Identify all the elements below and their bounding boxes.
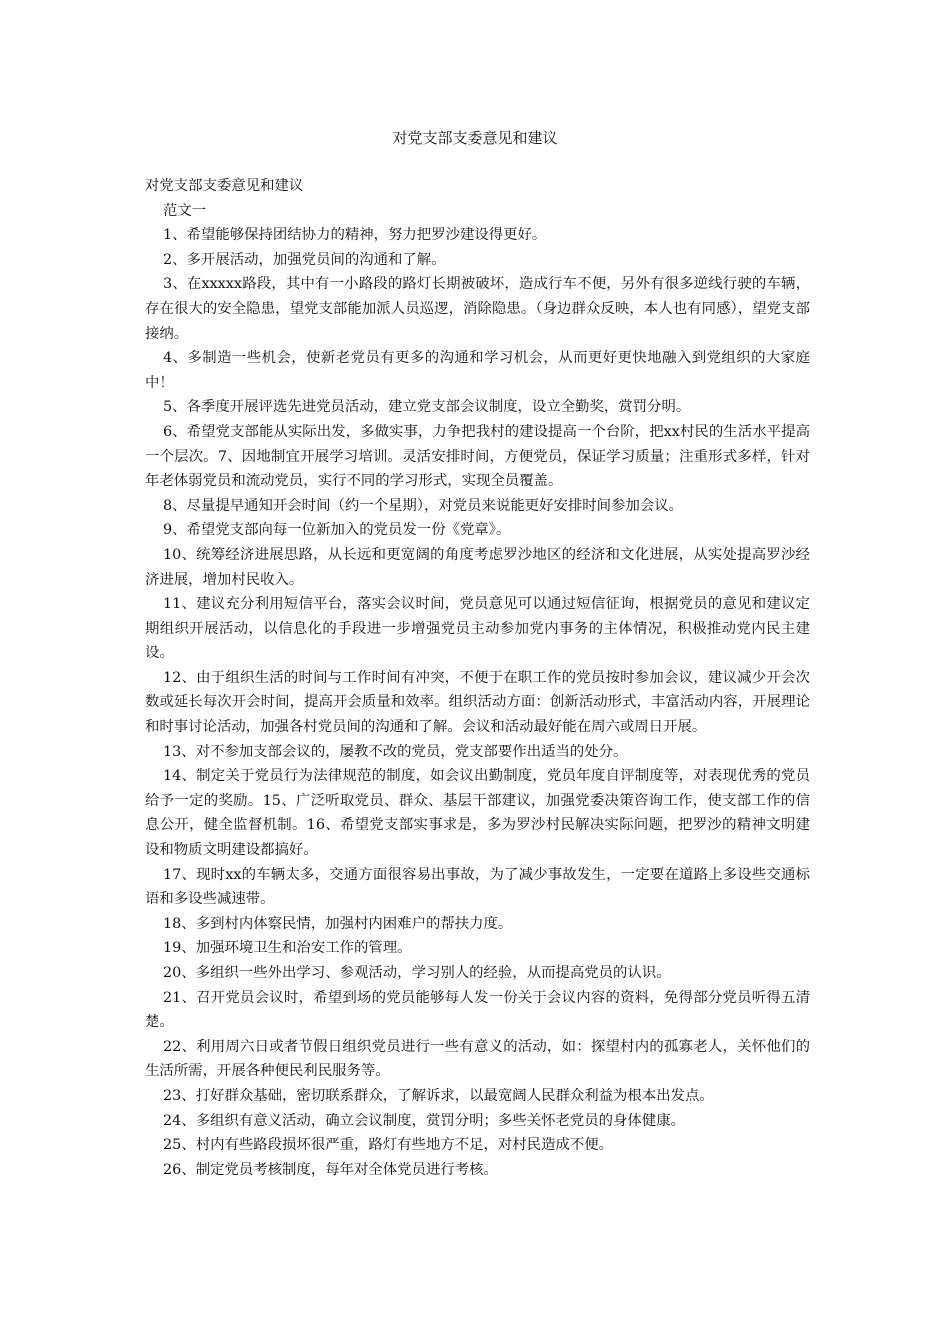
list-item: 5、各季度开展评选先进党员活动，建立党支部会议制度，设立全勤奖，赏罚分明。 — [163, 399, 691, 416]
sample-label: 范文一 — [163, 202, 207, 219]
list-item: 17、现时xx的车辆太多，交通方面很容易出事故，为了减少事故发生，一定要在道路上多设些交通标语和多设些减速带。 — [145, 866, 810, 908]
list-item: 14、制定关于党员行为法律规范的制度，如会议出勤制度，党员年度自评制度等，对表现优秀的党员给予一定的奖励。15、广泛听取党员、群众、基层干部建议，加强党委决策咨询工作，使支部工作的信息公开，健全监督机制。16、希望党支部实事求是，多为罗沙村民解决实际问题，把罗沙的精神文明建设和物质文明建设都搞好。 — [145, 768, 810, 859]
list-item: 3、在xxxxx路段，其中有一小路段的路灯长期被破坏，造成行车不便，另外有很多逆线行驶的车辆，存在很大的安全隐患，望党支部能加派人员巡逻，消除隐患。（身边群众反映，本人也有同感），望党支部接纳。 — [145, 276, 810, 342]
list-item: 11、建议充分利用短信平台，落实会议时间，党员意见可以通过短信征询，根据党员的意见和建议定期组织开展活动，以信息化的手段进一步增强党员主动参加党内事务的主体情况，积极推动党内民主建设。 — [145, 596, 810, 662]
list-item: 13、对不参加支部会议的，屡教不改的党员，党支部要作出适当的处分。 — [163, 743, 628, 760]
list-item: 19、加强环境卫生和治安工作的管理。 — [163, 940, 412, 957]
list-item: 21、召开党员会议时，希望到场的党员能够每人发一份关于会议内容的资料，免得部分党员听得五清楚。 — [145, 989, 810, 1031]
list-item: 10、统筹经济进展思路，从长远和更宽阔的角度考虑罗沙地区的经济和文化进展，从实处提高罗沙经济进展，增加村民收入。 — [145, 546, 810, 588]
document-body — [145, 174, 810, 1182]
list-item: 2、多开展活动，加强党员间的沟通和了解。 — [163, 251, 446, 268]
list-item: 25、村内有些路段损坏很严重，路灯有些地方不足，对村民造成不便。 — [163, 1137, 614, 1154]
list-item: 6、希望党支部能从实际出发，多做实事，力争把我村的建设提高一个台阶，把xx村民的生活水平提高一个层次。7、因地制宜开展学习培训。灵活安排时间，方便党员，保证学习质量；注重形式多样，针对年老体弱党员和流动党员，实行不同的学习形式，实现全员覆盖。 — [145, 423, 810, 490]
list-item: 23、打好群众基础，密切联系群众，了解诉求，以最宽阔人民群众利益为根本出发点。 — [163, 1087, 714, 1104]
list-item: 26、制定党员考核制度，每年对全体党员进行考核。 — [163, 1161, 498, 1178]
list-item: 22、利用周六日或者节假日组织党员进行一些有意义的活动，如：探望村内的孤寡老人，关怀他们的生活所需，开展各种便民利民服务等。 — [145, 1038, 810, 1080]
list-item: 24、多组织有意义活动，确立会议制度，赏罚分明；多些关怀老党员的身体健康。 — [163, 1112, 685, 1129]
list-item: 9、希望党支部向每一位新加入的党员发一份《党章》。 — [163, 522, 511, 539]
list-item: 8、尽量提早通知开会时间（约一个星期），对党员来说能更好安排时间参加会议。 — [163, 497, 684, 514]
document-subtitle: 对党支部支委意见和建议 — [145, 178, 304, 194]
list-item: 1、希望能够保持团结协力的精神，努力把罗沙建设得更好。 — [163, 227, 547, 244]
document-title: 对党支部支委意见和建议 — [392, 129, 558, 147]
list-item: 20、多组织一些外出学习、参观活动，学习别人的经验，从而提高党员的认识。 — [163, 965, 671, 981]
list-item: 18、多到村内体察民情，加强村内困难户的帮扶力度。 — [163, 915, 513, 932]
list-item: 12、由于组织生活的时间与工作时间有冲突，不便于在职工作的党员按时参加会议，建议减少开会次数或延长每次开会时间，提高开会质量和效率。组织活动方面：创新活动形式，丰富活动内容，开展理论和时事讨论活动，加强各村党员间的沟通和了解。会议和活动最好能在周六或周日开展。 — [145, 669, 810, 736]
list-item: 4、多制造一些机会，使新老党员有更多的沟通和学习机会，从而更好更快地融入到党组织的大家庭中！ — [145, 350, 810, 391]
